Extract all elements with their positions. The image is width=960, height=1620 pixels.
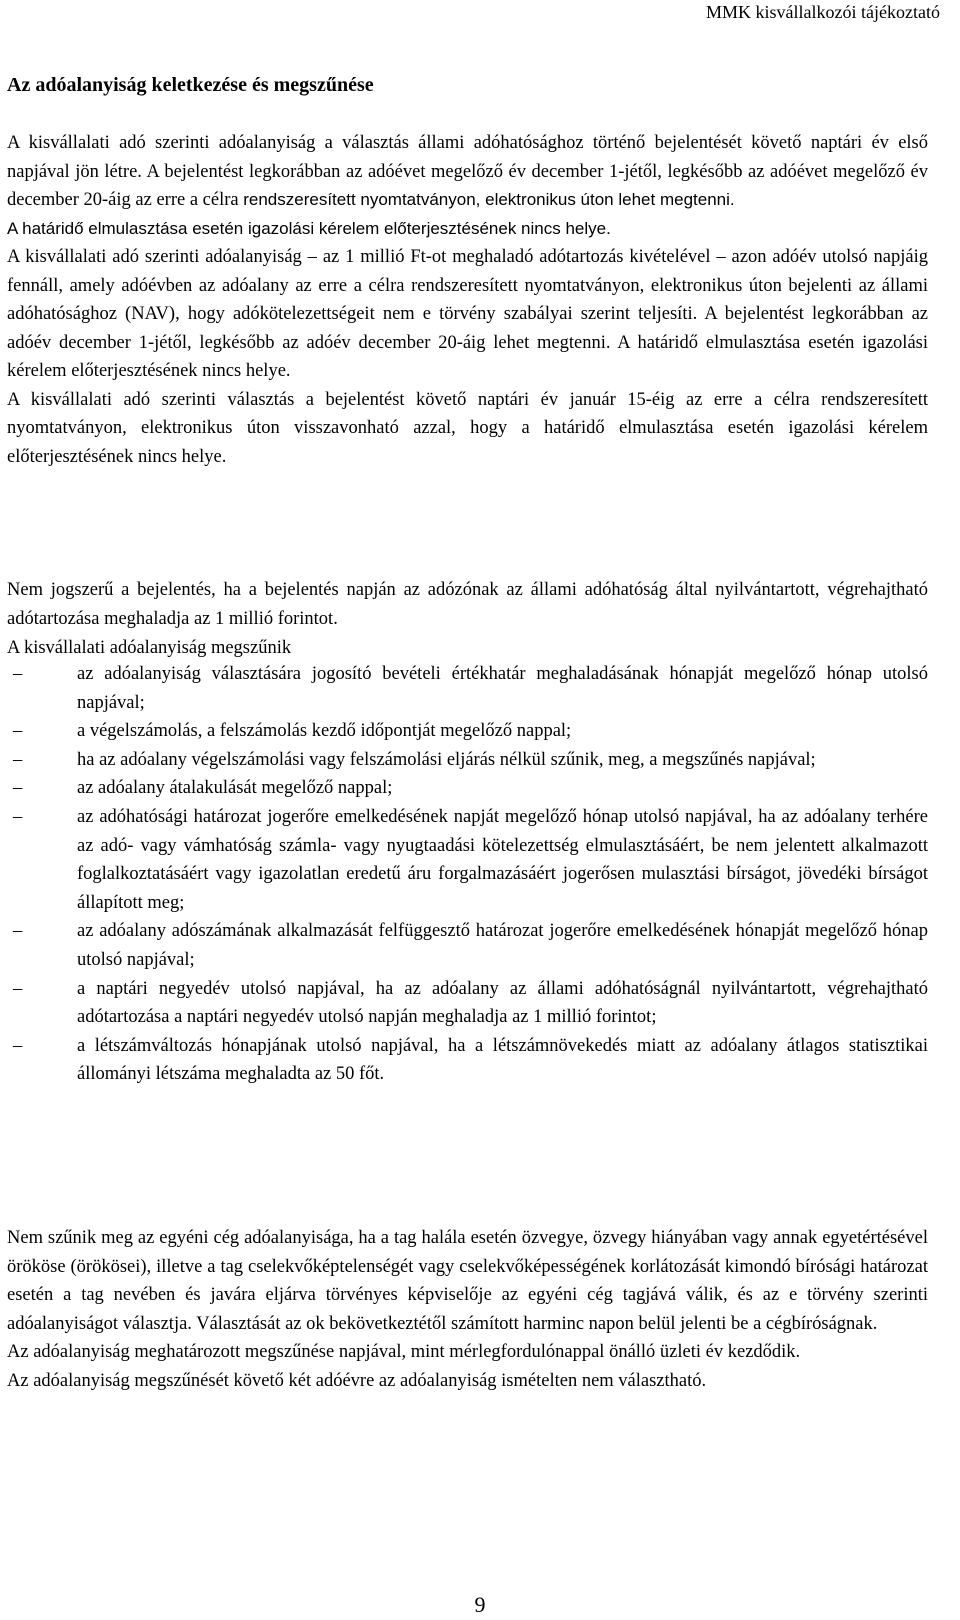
sentence-2: A bejelentést legkorábban az adóévet megelőző év december 1-jétől, legkésőbb az adóévet megelőző év december 20-áig az erre a célra — [7, 161, 928, 210]
list-item — [7, 975, 928, 1032]
sentence-5: A kisvállalati adó szerinti adóalanyiság – az 1 millió Ft-ot meghaladó adótartozás kivételével – azon adóév utolsó napjáig fennáll, amely adóévben az adóalany az erre a célra rendszeresített nyomtatványon, elektronikus úton bejelenti az állami adóhatósághoz (NAV), hogy adókötelezettségeit nem e törvény szabályai szerint teljesíti. A bejelentést legkorábban az adóév december 1-jétől, legkésőbb az adóév december 20-áig lehet megtenni. A határidő elmulasztása esetén igazolási kérelem előterjesztésének nincs helye. — [7, 247, 928, 381]
sentence-new-fiscal-year: Az adóalanyiság meghatározott megszűnése napjával, mint mérlegfordulónappal önálló üzleti év kezdődik. — [7, 1342, 801, 1362]
dash-bullet: – — [13, 721, 23, 742]
list-item-text: a naptári negyedév utolsó napjával, ha az adóalany az állami adóhatóságnál nyilvántartott, végrehajtható adótartozása a naptári negyedév utolsó napján meghaladja az 1 millió forintot; — [77, 978, 928, 1028]
sentence-two-year-ban: Az adóalanyiság megszűnését követő két adóévre az adóalanyiság ismételten nem választható. — [7, 1370, 707, 1391]
running-header: MMK kisvállalkozói tájékoztató — [706, 2, 940, 22]
sentence-sole-company: Nem szűnik meg az egyéni cég adóalanyisága, ha a tag halála esetén özvegye, özvegy hiányában vagy annak egyetértésével örököse (örökösei), illetve a tag cselekvőképtelenségét vagy cselekvőképességének korlátozását kimondó bírósági határozat esetén a tag nevében és javára eljárva törvényes képviselője az egyéni cég tagjává válik, és az e törvény szerinti adóalanyiságot választja. Választását az ok bekövetkeztétől számított harminc napon belül jelenti be a cégbíróságnak. — [7, 1228, 928, 1334]
list-item — [7, 917, 928, 974]
list-item — [7, 774, 928, 803]
sentence-3: rendszeresített nyomtatványon, elektronikus úton lehet megtenni. — [243, 190, 735, 209]
dash-bullet: – — [13, 778, 23, 799]
sentence-6: A kisvállalati adó szerinti választás a bejelentést követő naptári év január 15-éig az erre a célra rendszeresített nyomtatványon, elektronikus úton visszavonható azzal, hogy a határidő elmulasztása esetén igazolási kérelem előterjesztésének nincs helye. — [7, 389, 928, 467]
list-item — [7, 746, 928, 775]
list-item-text: a létszámváltozás hónapjának utolsó napjával, ha a létszámnövekedés miatt az adóalany átlagos statisztikai állományi létszáma meghaladta az 50 főt. — [77, 1035, 928, 1085]
dash-bullet: – — [13, 749, 23, 770]
list-item — [7, 1032, 928, 1089]
list-item-text: az adóalany adószámának alkalmazását felfüggesztő határozat jogerőre emelkedésének hónapját megelőző hónap utolsó napjával; — [77, 921, 928, 970]
list-item-text: az adóalany átalakulását megelőző nappal; — [77, 778, 393, 799]
list-item-text: a végelszámolás, a felszámolás kezdő időpontját megelőző nappal; — [77, 721, 572, 742]
dash-bullet: – — [13, 1035, 23, 1056]
dash-bullet: – — [13, 921, 23, 942]
list-item-text: az adóhatósági határozat jogerőre emelkedésének napját megelőző hónap utolsó napjával, ha az adóalany terhére az adó- vagy vámhatóság számla- vagy nyugtaadási kötelezettség elmulasztásáért, be nem jelentett alkalmazott foglalkoztatásáért vagy igazolatlan eredetű áru forgalmazásáért jogerősen mulasztási bírságot, jövedéki bírságot állapított meg; — [77, 806, 928, 913]
paragraph-sole-company — [7, 1224, 928, 1395]
sentence-1: A kisvállalati adó szerinti adóalanyiság a választás állami adóhatósághoz történő bejelentését követő naptári év első napjával jön létre. — [7, 133, 928, 182]
page-number: 9 — [474, 1592, 486, 1617]
termination-list — [7, 660, 928, 1089]
section-title: Az adóalanyiság keletkezése és megszűnése — [7, 74, 374, 96]
list-item — [7, 717, 928, 746]
list-intro: A kisvállalati adóalanyiság megszűnik — [7, 638, 292, 658]
list-item — [7, 660, 928, 717]
dash-bullet: – — [13, 978, 23, 999]
sentence-4: A határidő elmulasztása esetén igazolási kérelem előterjesztésének nincs helye. — [7, 218, 611, 238]
dash-bullet: – — [13, 664, 23, 684]
list-item-text: az adóalanyiság választására jogosító bevételi értékhatár meghaladásának hónapját megelőző hónap utolsó napjával; — [77, 664, 928, 713]
list-item-text: ha az adóalany végelszámolási vagy felszámolási eljárás nélkül szűnik, meg, a megszűnés napjával; — [77, 749, 816, 770]
paragraph-election — [7, 129, 928, 471]
list-item — [7, 803, 928, 917]
paragraph-invalid-notice: Nem jogszerű a bejelentés, ha a bejelentés napján az adózónak az állami adóhatóság által nyilvántartott, végrehajtható adótartozása meghaladja az 1 millió forintot. — [7, 580, 928, 629]
dash-bullet: – — [13, 806, 23, 827]
